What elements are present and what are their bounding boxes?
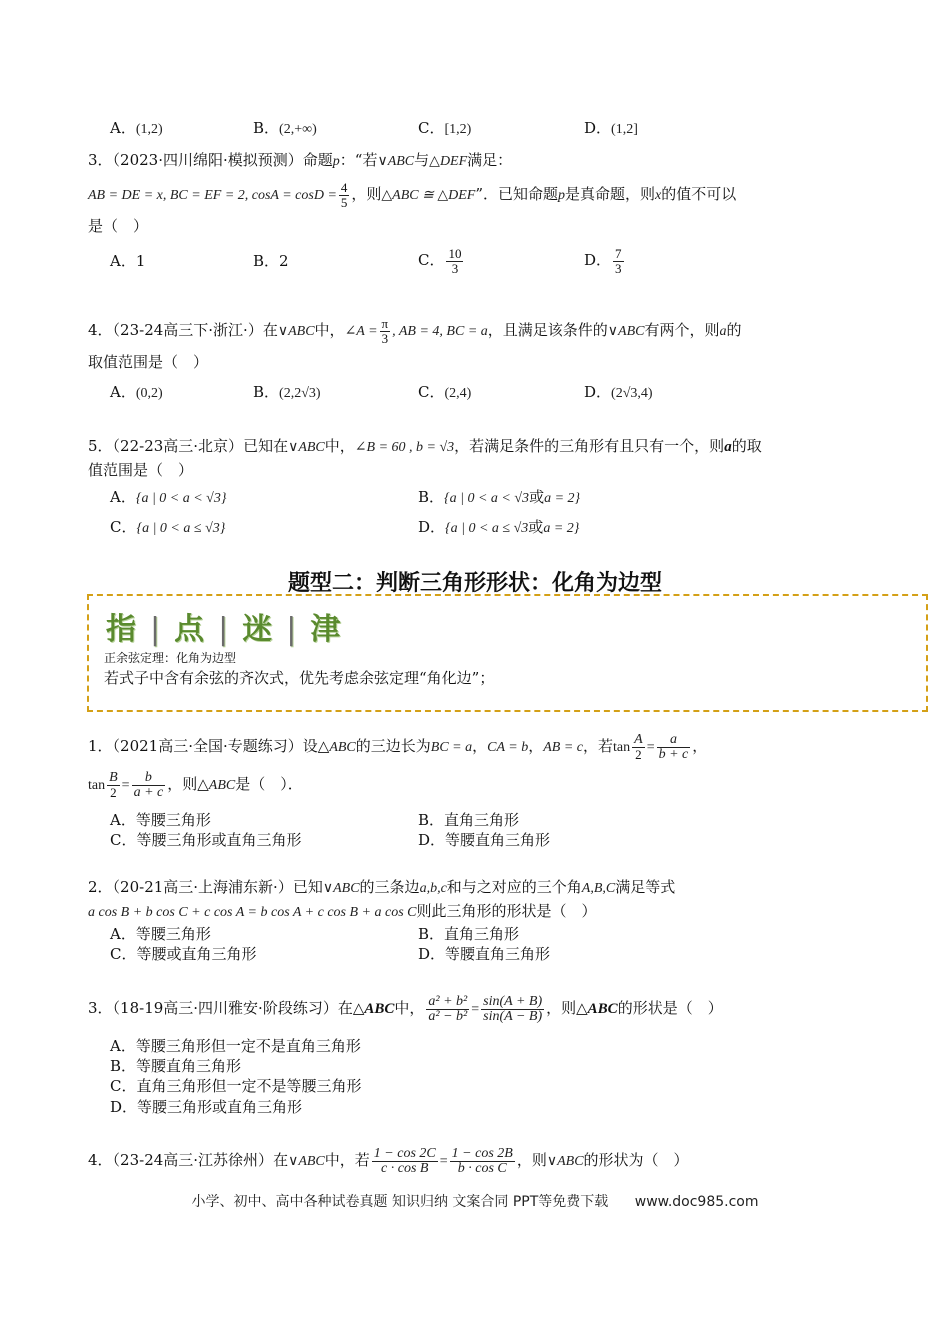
option-label: A． <box>110 383 136 401</box>
fraction <box>613 247 624 276</box>
text: 已知在 <box>243 437 289 455</box>
numerator: 1 − cos 2B <box>451 1145 513 1161</box>
option-value: a = 2} <box>543 521 580 536</box>
denominator: sin(A − B) <box>483 1008 543 1024</box>
question-number: 5． <box>88 437 113 455</box>
page-footer <box>0 1191 950 1211</box>
option-label: C． <box>418 251 445 269</box>
question-source: （18-19高三·四川雅安·阶段练习） <box>112 999 338 1017</box>
q4-line-1 <box>88 312 742 350</box>
fraction <box>132 771 166 800</box>
option-label: D． <box>584 119 612 137</box>
text: 与 <box>414 151 430 169</box>
math: ∨ABC <box>322 881 360 896</box>
math: = <box>471 1002 480 1017</box>
math: p <box>558 188 565 203</box>
option-label: B． <box>253 383 280 401</box>
text: 设△ <box>302 737 330 755</box>
numerator: b <box>132 771 166 786</box>
numerator: π <box>381 315 389 331</box>
s2-option-c: C．等腰或直角三角形 <box>110 945 257 963</box>
question-source: （22-23高三·北京） <box>112 437 244 455</box>
question-number: 2． <box>88 878 113 896</box>
fraction <box>632 733 645 762</box>
numerator: B <box>109 769 118 785</box>
math: △DEF <box>429 154 468 169</box>
math: ∨ABC <box>277 324 315 339</box>
q3-option-a: A．1 <box>110 252 146 270</box>
option-value: (1,2] <box>611 122 638 137</box>
math: AB = DE = x, BC = EF = 2, cosA = cosD = <box>88 188 337 203</box>
s3-option-a: A．等腰三角形但一定不是直角三角形 <box>110 1037 361 1055</box>
math: ∨ABC <box>377 154 415 169</box>
math: ABC <box>587 1001 618 1017</box>
q3-option-b: B．2 <box>253 252 289 270</box>
math: a <box>719 324 727 339</box>
prev-option-d <box>584 118 638 140</box>
option-label: C． <box>110 518 137 536</box>
s2-option-d: D．等腰直角三角形 <box>418 945 551 963</box>
tip-char: 指 <box>106 612 140 647</box>
q3-line-3: 是（ ） <box>88 217 149 235</box>
text: 中， <box>324 437 355 455</box>
fraction <box>450 1147 515 1176</box>
math: ABC <box>329 740 356 755</box>
footer-link[interactable]: www.doc985.com <box>634 1194 759 1210</box>
text: 中，若 <box>324 1151 370 1169</box>
math: ∠B = 60 , b = √3 <box>354 440 455 455</box>
text: 满足等式 <box>615 878 676 896</box>
text: 在 <box>273 1151 289 1169</box>
text: ，则△ <box>546 999 588 1017</box>
text: 则此三角形的形状是（ ） <box>416 902 597 920</box>
divider: | <box>150 612 165 647</box>
text: ，且满足该条件的 <box>487 321 608 339</box>
text: ”．已知命题 <box>475 185 558 203</box>
option-value: (2,4) <box>444 386 472 401</box>
text: ，则△ <box>167 775 209 793</box>
text: 已知 <box>292 878 323 896</box>
text: 中， <box>314 321 345 339</box>
text: 的三边长为 <box>355 737 431 755</box>
denominator: a + c <box>133 784 164 800</box>
s2-option-a: A．等腰三角形 <box>110 925 211 943</box>
question-source: （23-24高三下·浙江·） <box>112 321 263 339</box>
s1-line-2 <box>88 766 303 804</box>
text: 和与之对应的三个角 <box>446 878 582 896</box>
text: 是真命题，则 <box>565 185 656 203</box>
q4-option-d <box>584 382 653 404</box>
numerator: a <box>657 733 691 748</box>
s4-line-1 <box>88 1140 689 1182</box>
q4-option-a <box>110 382 163 404</box>
math: = <box>121 778 130 793</box>
q4-option-c <box>418 382 471 404</box>
s3-option-d: D．等腰三角形或直角三角形 <box>110 1098 303 1116</box>
denominator: 5 <box>340 194 348 210</box>
math: ∠A = <box>344 324 378 339</box>
divider: | <box>286 612 301 647</box>
option-value: (1,2) <box>135 122 163 137</box>
text: 的 <box>726 321 742 339</box>
option-value: {a | 0 < a < √3} <box>135 491 227 506</box>
tip-char: 迷 <box>242 612 277 647</box>
math: AB = c <box>543 740 584 755</box>
question-number: 3． <box>88 999 113 1017</box>
math: = <box>439 1154 448 1169</box>
denominator: b + c <box>658 746 689 762</box>
q3-line-2 <box>88 176 736 214</box>
question-number: 4． <box>88 1151 113 1169</box>
option-label: B． <box>253 119 280 137</box>
text: 的三条边 <box>359 878 420 896</box>
math: A,B,C <box>581 881 616 896</box>
question-source: （2023·四川绵阳·模拟预测） <box>112 151 303 169</box>
option-label: D． <box>584 383 612 401</box>
q5-line-2: 值范围是（ ） <box>88 461 194 479</box>
numerator: a² + b² <box>428 993 468 1009</box>
footer-text: 小学、初中、高中各种试卷真题 知识归纳 文案合同 PPT等免费下载 <box>191 1194 609 1210</box>
math: CA = b <box>487 740 529 755</box>
s2-line-1 <box>88 877 675 899</box>
s1-option-d: D．等腰直角三角形 <box>418 831 551 849</box>
fraction <box>481 995 544 1024</box>
text: 中， <box>394 999 425 1017</box>
text: 是（ ）． <box>235 775 303 793</box>
option-value: {a | 0 < a < √3 <box>444 491 530 506</box>
denominator: 2 <box>110 784 117 800</box>
text: 有两个，则 <box>644 321 720 339</box>
text: ， <box>692 737 708 755</box>
option-label: A． <box>110 488 136 506</box>
s2-line-2 <box>88 901 597 923</box>
denominator: a² − b² <box>428 1008 468 1024</box>
math: = <box>646 740 655 755</box>
denominator: 3 <box>615 260 622 276</box>
text: ：“若 <box>339 151 378 169</box>
text: 的形状是（ ） <box>617 999 723 1017</box>
option-label: B． <box>418 488 445 506</box>
section-heading: 题型二：判断三角形形状：化角为边型 <box>287 571 662 596</box>
text: 的取 <box>731 437 762 455</box>
option-value: (0,2) <box>135 386 163 401</box>
text: 命题 <box>302 151 333 169</box>
tip-subtitle: 正余弦定理：化角为边型 <box>104 651 237 665</box>
text: ，则 <box>516 1151 547 1169</box>
math: a cos B + b cos C + c cos A = b cos A + c cos B + a cos C <box>88 905 417 920</box>
text: 的值不可以 <box>661 185 737 203</box>
tip-char: 津 <box>310 612 345 647</box>
denominator: 3 <box>381 330 389 346</box>
math: tan <box>613 740 631 755</box>
s3-option-b: B．等腰直角三角形 <box>110 1057 242 1075</box>
q5-option-a <box>110 487 226 509</box>
s1-option-a: A．等腰三角形 <box>110 811 211 829</box>
denominator: c · cos B <box>381 1160 429 1176</box>
math: ∨ABC <box>288 1154 325 1169</box>
s2-option-b: B．直角三角形 <box>418 925 520 943</box>
fraction <box>446 247 463 276</box>
text: 的形状为（ ） <box>583 1151 689 1169</box>
divider: | <box>218 612 233 647</box>
denominator: 3 <box>451 260 459 276</box>
math: tan <box>88 778 106 793</box>
numerator: 4 <box>340 179 348 195</box>
fraction <box>107 771 120 800</box>
math: ABC <box>364 1001 395 1017</box>
fraction <box>372 1147 438 1176</box>
question-number: 4． <box>88 321 113 339</box>
tip-title <box>106 604 344 648</box>
math: △ABC ≅ △DEF <box>381 188 476 203</box>
option-value: {a | 0 < a ≤ √3} <box>136 521 226 536</box>
option-value: a = 2} <box>544 491 581 506</box>
option-label: C． <box>418 383 445 401</box>
prev-option-a <box>110 118 163 140</box>
q4-option-b <box>253 382 321 404</box>
option-label: D． <box>584 251 612 269</box>
option-value: (2,2√3) <box>279 386 321 401</box>
tip-body: 若式子中含有余弦的齐次式，优先考虑余弦定理“角化边”； <box>104 669 495 687</box>
q3-option-d <box>584 240 626 280</box>
text: ，若 <box>583 737 614 755</box>
math: ∨ABC <box>288 440 325 455</box>
s3-option-c: C．直角三角形但一定不是等腰三角形 <box>110 1077 362 1095</box>
math: ABC <box>208 778 236 793</box>
question-source: （20-21高三·上海浦东新·） <box>112 878 293 896</box>
denominator: 2 <box>635 746 642 762</box>
option-value: {a | 0 < a ≤ √3 <box>445 521 529 536</box>
text: 满足： <box>467 151 513 169</box>
question-number: 1． <box>88 737 113 755</box>
text: 或 <box>528 518 544 536</box>
option-value: [1,2) <box>444 122 472 137</box>
math: ∨ABC <box>607 324 645 339</box>
s3-line-1 <box>88 988 723 1030</box>
q3-option-c <box>418 240 465 280</box>
q3-line-1 <box>88 150 512 172</box>
option-label: C． <box>418 119 445 137</box>
text: ， <box>528 737 544 755</box>
numerator: 1 − cos 2C <box>373 1145 436 1161</box>
option-value: (2,+∞) <box>279 122 317 137</box>
math: ∨ABC <box>546 1154 584 1169</box>
text: ，则 <box>351 185 382 203</box>
q5-option-d <box>418 517 579 539</box>
question-number: 3． <box>88 151 113 169</box>
math: p <box>332 154 340 169</box>
numerator: 7 <box>615 245 622 261</box>
text: ， <box>472 737 488 755</box>
text: ，若满足条件的三角形有且只有一个，则 <box>454 437 725 455</box>
fraction <box>657 733 691 762</box>
math: a <box>724 439 732 455</box>
fraction <box>339 181 350 210</box>
question-source: （2021高三·全国·专题练习） <box>112 737 303 755</box>
numerator: sin(A + B) <box>483 993 543 1009</box>
q5-option-b <box>418 487 580 509</box>
fraction <box>380 317 391 346</box>
s1-option-c: C．等腰三角形或直角三角形 <box>110 831 302 849</box>
prev-option-b <box>253 118 317 140</box>
question-source: （23-24高三·江苏徐州） <box>112 1151 274 1169</box>
option-label: A． <box>110 119 136 137</box>
option-value: (2√3,4) <box>611 386 653 401</box>
numerator: 10 <box>448 245 462 261</box>
math: BC = a <box>430 740 473 755</box>
text: 在 <box>262 321 278 339</box>
s1-line-1 <box>88 728 707 766</box>
fraction <box>426 995 469 1024</box>
text: 或 <box>529 488 545 506</box>
option-label: D． <box>418 518 446 536</box>
text: 在△ <box>337 999 365 1017</box>
tip-char: 点 <box>174 612 209 647</box>
numerator: A <box>634 731 643 747</box>
q5-line-1 <box>88 436 762 458</box>
q5-option-c <box>110 517 225 539</box>
math: a,b,c <box>419 881 447 896</box>
math: , AB = 4, BC = a <box>392 324 488 339</box>
math: x <box>655 188 662 203</box>
s1-option-b: B．直角三角形 <box>418 811 520 829</box>
q4-line-2: 取值范围是（ ） <box>88 353 209 371</box>
denominator: b · cos C <box>457 1160 507 1176</box>
prev-option-c <box>418 118 471 140</box>
